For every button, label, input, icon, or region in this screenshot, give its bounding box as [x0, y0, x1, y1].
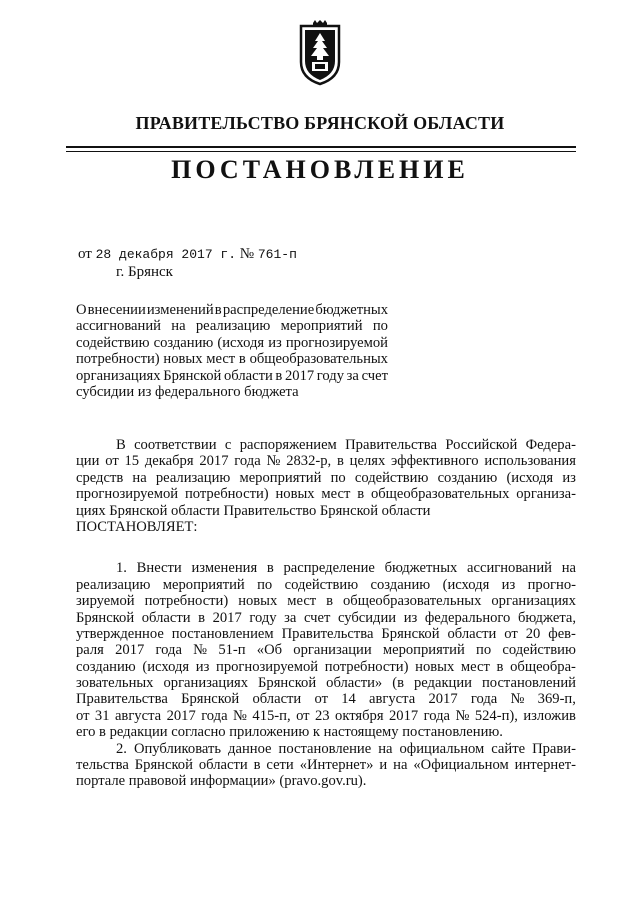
subject-line: ассигнований на реализацию мероприятий по: [76, 318, 388, 335]
paragraph-gap: [76, 535, 576, 560]
item-1-line: Брянской области в 2017 году за счет субсидии из федерального бюджета,: [76, 609, 576, 626]
preamble-line: циях Брянской области Правительство Брянской области: [76, 502, 431, 519]
document-number: 761-п: [257, 247, 297, 262]
item-1-line: зируемой потребности) новых мест в общеобразовательных организациях: [76, 593, 576, 610]
document-type-title: ПОСТАНОВЛЕНИЕ: [171, 155, 469, 184]
preamble-line: В соответствии с распоряжением Правительства Российской Федера-: [116, 437, 576, 453]
subject-line: О внесении изменений в распределение бюджетных: [76, 302, 388, 318]
date-prefix: от: [78, 246, 92, 262]
preamble-line: средств на реализацию мероприятий по содействию созданию (исходя из: [76, 469, 576, 486]
item-1-line: от 31 августа 2017 года № 415-п, от 23 октября 2017 года № 524-п), изложив: [76, 707, 576, 724]
item-1-line: реализацию мероприятий по содействию созданию (исходя из прогно-: [76, 576, 576, 593]
item-1-line: его в редакции согласно приложению к настоящему постановлению.: [76, 724, 503, 741]
date-number-line: [78, 246, 297, 263]
item-1-line: созданию (исходя из прогнозируемой потребности) новых мест в общеобра-: [76, 658, 576, 675]
item-2-line: 2. Опубликовать данное постановление на официальном сайте Прави-: [116, 740, 576, 757]
number-sign: №: [239, 246, 255, 262]
city-name: г. Брянск: [116, 264, 173, 280]
preamble-line: ции от 15 декабря 2017 года № 2832-р, в целях эффективного использования: [76, 453, 576, 470]
item-2-line: портале правовой информации» (pravo.gov.ru).: [76, 773, 367, 790]
header-rule-thick: [66, 146, 576, 148]
document-subject: [76, 302, 388, 400]
item-1-line: Правительства Брянской области от 14 августа 2017 года № 369-п,: [76, 691, 576, 708]
header-rule-thin: [66, 151, 576, 152]
subject-line: содействию созданию (исходя из прогнозируемой: [76, 334, 388, 351]
coat-of-arms-icon: [293, 20, 347, 86]
item-1-line: зовательных организациях Брянской области» (в редакции постановлений: [76, 675, 576, 692]
item-1-line: раля 2017 года № 51-п «Об организации мероприятий по содействию: [76, 642, 576, 659]
document-body: [76, 437, 576, 790]
item-1-line: утвержденное постановлением Правительства Брянской области от 20 фев-: [76, 625, 576, 642]
item-2-line: тельства Брянской области в сети «Интернет» и на «Официальном интернет-: [76, 757, 576, 774]
subject-line: субсидии из федерального бюджета: [76, 384, 299, 401]
item-1-line: 1. Внести изменения в распределение бюджетных ассигнований на: [116, 560, 576, 577]
subject-line: потребности) новых мест в общеобразовательных: [76, 351, 388, 368]
preamble-line: прогнозируемой потребности) новых мест в общеобразовательных организа-: [76, 486, 576, 503]
government-title: ПРАВИТЕЛЬСТВО БРЯНСКОЙ ОБЛАСТИ: [135, 113, 505, 133]
document-date: 28 декабря 2017 г.: [95, 247, 237, 262]
resolves-heading: ПОСТАНОВЛЯЕТ:: [76, 518, 198, 535]
subject-line: организациях Брянской области в 2017 году за счет: [76, 367, 388, 384]
